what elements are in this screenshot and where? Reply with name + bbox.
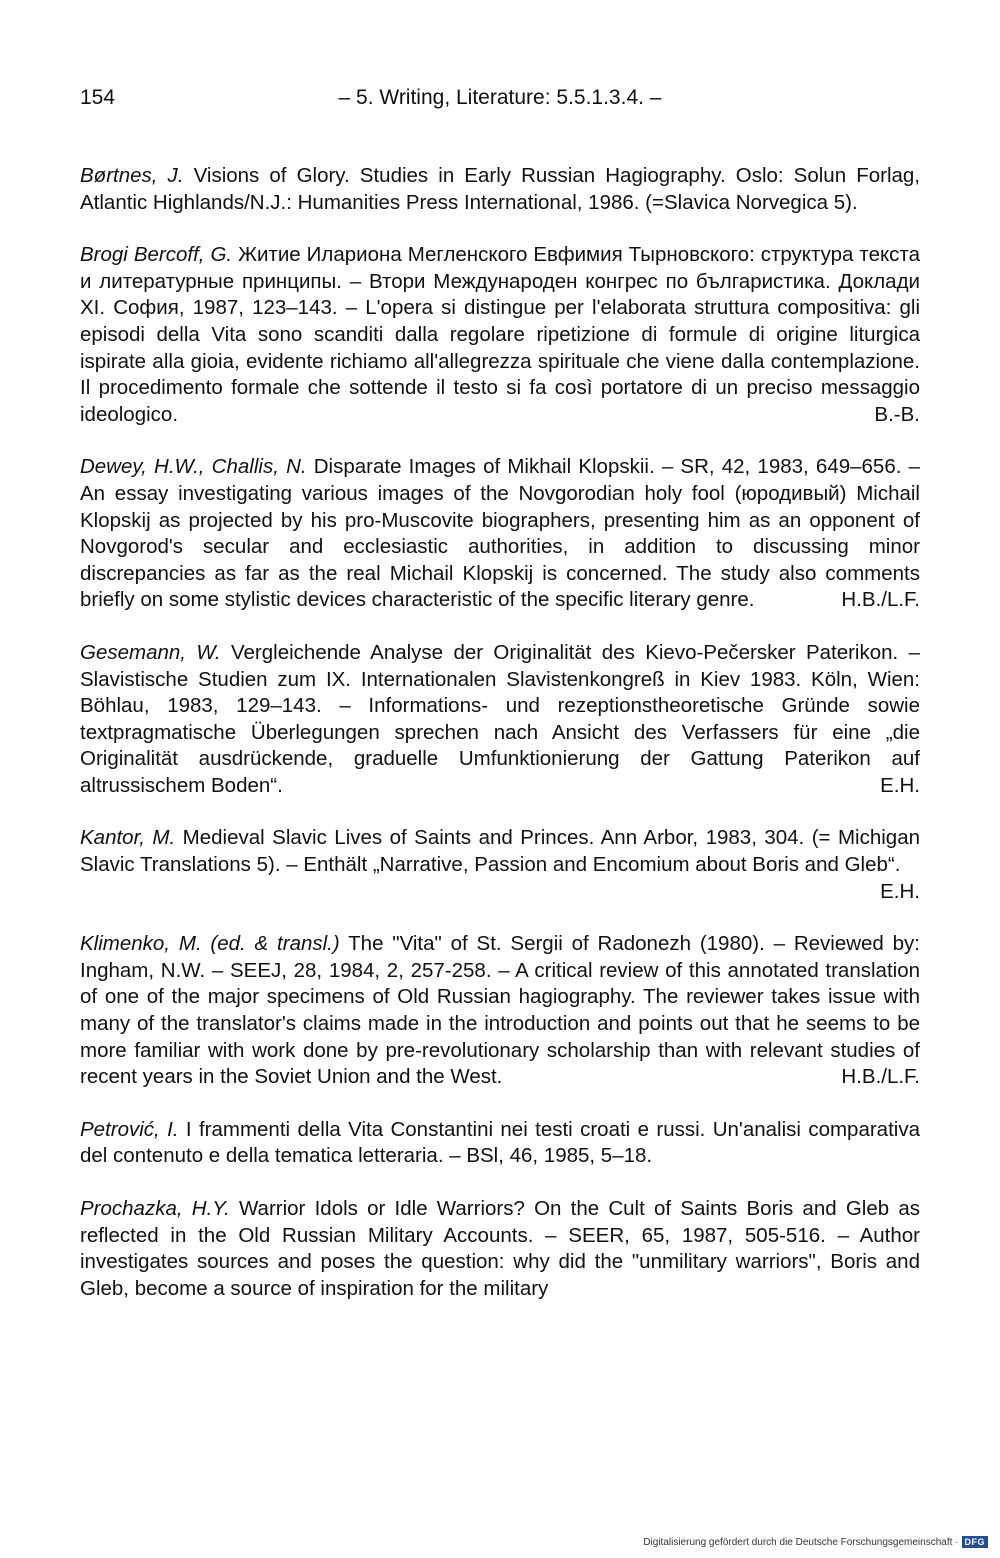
entry-reviewer: E.H. (880, 773, 920, 797)
page-number: 154 (80, 86, 116, 109)
entry-text: Disparate Images of Mikhail Klopskii. – SR, 42, 1983, 649–656. – An essay investigating various images of the Novgorodian holy fool (юродивый) Michail Klopskij as projected by his pro-Muscovite biographers, presenting him as an opponent of Novgorod's secular and ecclesiastic authorities, in addition to discussing minor discrepancies as far as the real Michail Klopskij is concerned. The study also comments briefly on some stylistic devices characteristic of the specific literary genre. (80, 455, 920, 612)
entry-text: Vergleichende Analyse der Originalität des Kievo-Pečersker Paterikon. – Slavistische Studien zum IX. Internationalen Slavistenkongreß in Kiev 1983. Köln, Wien: Böhlau, 1983, 129–143. – Informations- und rezeptionstheoretische Gründe sowie textpragmatische Überlegungen sprechen nach Ansicht des Verfassers für eine „die Originalität ausdrückende, graduelle Umfunktionierung der Gattung Paterikon auf altrussischem Boden“. (80, 640, 921, 797)
entry-text: Visions of Glory. Studies in Early Russian Hagiography. Oslo: Solun Forlag, Atlantic Highlands/N.J.: Humanities Press International, 1986. (=Slavica Norvegica 5). (80, 164, 920, 214)
bibliography-entry (80, 640, 920, 800)
page-header (80, 86, 920, 118)
digitization-footer (643, 1536, 988, 1548)
bibliography-entry (80, 242, 920, 428)
entry-author: Dewey, H.W., Challis, N. (80, 455, 307, 479)
bibliography-entry (80, 825, 920, 905)
entry-author: Kantor, M. (80, 826, 176, 850)
bibliography-entries (80, 163, 920, 1328)
bibliography-entry (80, 931, 920, 1091)
entry-text: Житие Илариона Мегленского Евфимия Тырновского: структура текста и литературные принципы. – Втори Международен конгрес по българистика. Доклади XI. София, 1987, 123–143. – L'opera si distingue per l'elaborata struttura compositiva: gli episodi della Vita sono scanditi dalla regolare ripetizione di formule di origine liturgica ispirate alla gioia, evidente richiamo all'allegrezza spirituale che viene dalla contemplazione. Il procedimento formale che sottende il testo si fa così portatore di un preciso messaggio ideologico. (80, 243, 920, 426)
entry-text: Warrior Idols or Idle Warriors? On the Cult of Saints Boris and Gleb as reflected in the Old Russian Military Accounts. – SEER, 65, 1987, 505-516. – Author investigates sources and poses the question: why did the "unmilitary warriors", Boris and Gleb, become a source of inspiration for the military (80, 1197, 920, 1300)
entry-author: Brogi Bercoff, G. (80, 243, 233, 267)
bibliography-entry (80, 1117, 920, 1170)
entry-author: Gesemann, W. (80, 640, 221, 664)
entry-reviewer: H.B./L.F. (841, 1065, 920, 1089)
bibliography-entry (80, 163, 920, 216)
entry-reviewer: H.B./L.F. (841, 588, 920, 612)
entry-text: The "Vita" of St. Sergii of Radonezh (1980). – Reviewed by: Ingham, N.W. – SEEJ, 28, 1984, 2, 257-258. – A critical review of this annotated translation of one of the major specimens of Old Russian hagiography. The reviewer takes issue with many of the translator's claims made in the introduction and points out that he seems to be more familiar with work done by pre-revolutionary scholarship than with relevant studies of recent years in the Soviet Union and the West. (80, 932, 920, 1089)
bibliography-entry (80, 454, 920, 614)
running-head: – 5. Writing, Literature: 5.5.1.3.4. – (338, 86, 662, 109)
entry-author: Klimenko, M. (ed. & transl.) (80, 932, 340, 956)
dfg-logo: DFG (962, 1536, 989, 1548)
entry-reviewer: B.-B. (874, 402, 920, 426)
entry-author: Petrović, I. (80, 1117, 179, 1141)
bibliography-entry (80, 1196, 920, 1302)
entry-text: Medieval Slavic Lives of Saints and Princes. Ann Arbor, 1983, 304. (= Michigan Slavic Translations 5). – Enthält „Narrative, Passion and Encomium about Boris and Gleb“. (80, 826, 920, 877)
entry-author: Prochazka, H.Y. (80, 1197, 230, 1220)
entry-reviewer: E.H. (880, 879, 920, 903)
digitization-credit: Digitalisierung gefördert durch die Deutsche Forschungsgemeinschaft · (643, 1536, 959, 1548)
entry-author: Børtnes, J. (80, 164, 184, 187)
entry-text: I frammenti della Vita Constantini nei testi croati e russi. Un'analisi comparativa del contenuto e della tematica letteraria. – BSl, 46, 1985, 5–18. (80, 1117, 920, 1168)
